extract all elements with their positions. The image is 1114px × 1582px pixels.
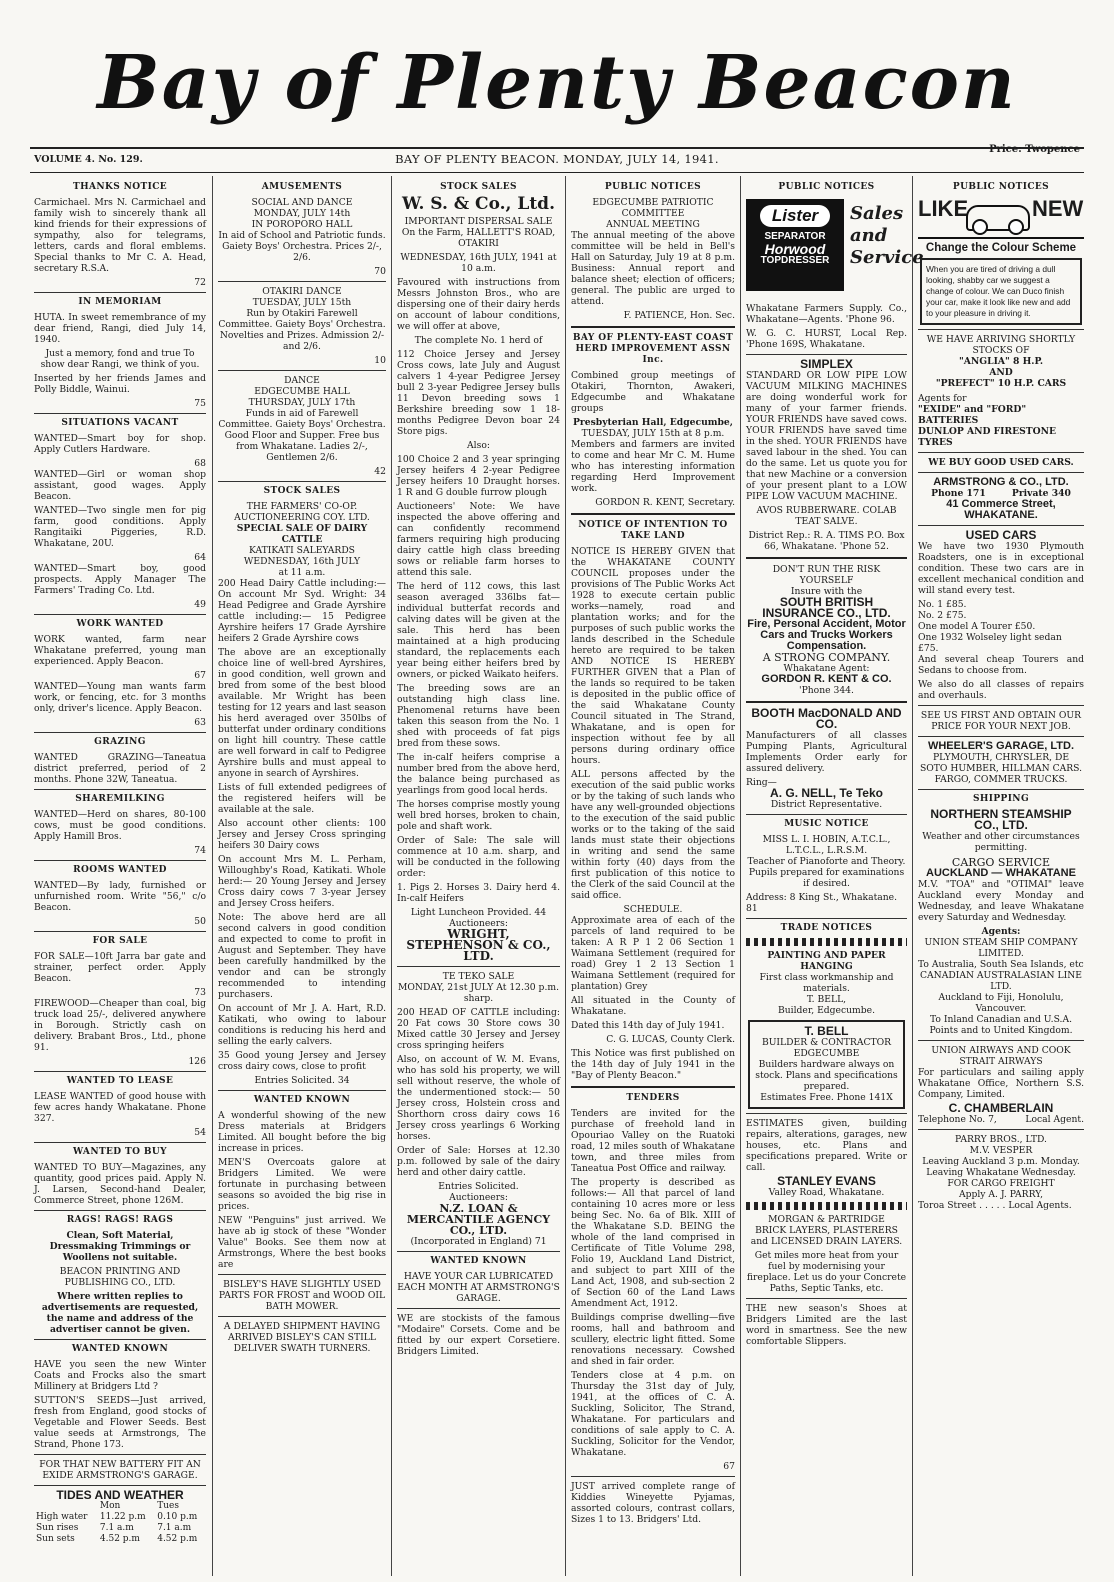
classified-ad: FOR SALE—10ft Jarra bar gate and strainer, perfect order. Apply Beacon.: [34, 951, 206, 984]
classified-ad: JUST arrived complete range of Kiddies Wineyette Pyjamas, assorted colours, contrast collars, Sizes 1 to 13. Bridgers' Ltd.: [571, 1481, 735, 1525]
classified-ad: WANTED—Smart boy, good prospects. Apply Manager The Farmers' Trading Co. Ltd.: [34, 563, 206, 596]
section-heading: STOCK SALES: [440, 182, 517, 192]
music-address: Address: 8 King St., Whakatane. 81: [746, 892, 898, 914]
ad-number: 68: [194, 458, 206, 469]
car-price: One model A Tourer £50.: [918, 621, 1036, 632]
section-heading: SHAREMILKING: [75, 794, 165, 804]
tender-body: Tenders are invited for the purchase of freehold land in Opouriao Valley on the Ruatoki road, 12 miles south of Whakatane town, and three miles from Taneatua Post Office and railway.: [571, 1108, 735, 1174]
section-heading: GRAZING: [94, 737, 146, 747]
evans-body: ESTIMATES given, building repairs, alterations, garages, new houses, etc. Plans and specifications prepared. Write or call.: [746, 1118, 907, 1173]
ad-number: 63: [194, 717, 206, 728]
evans-address: Valley Road, Whakatane.: [768, 1187, 885, 1198]
music-teacher: MISS L. I. HOBIN, A.T.C.L., L.T.C.L., L.R.S.M.: [762, 834, 891, 856]
entries-solicited: Entries Solicited. 34: [254, 1075, 350, 1086]
music-body: Teacher of Pianoforte and Theory. Pupils prepared for examinations if desired.: [747, 856, 906, 889]
replies-notice: Where written replies to advertisements are requested, the name and address of the advertiser cannot be given.: [41, 1291, 199, 1335]
section-heading: MUSIC NOTICE: [784, 819, 869, 829]
classified-ad: SUTTON'S SEEDS—Just arrived, fresh from England, good stocks of Vegetable and Flower Seeds. Best value seeds at Armstrongs, The Strand, Phone 173.: [34, 1395, 206, 1450]
column-divider: [565, 176, 566, 1576]
section-heading: ROOMS WANTED: [73, 865, 167, 875]
table-row: Sun rises 7.1 a.m 7.1 a.m: [36, 1523, 192, 1533]
classified-ad: WANTED TO BUY—Magazines, any quantity, good prices paid. Apply N. J. Larsen, Second-hand Dealer, Commerce Street, phone 126M.: [34, 1162, 206, 1206]
cal: CANADIAN AUSTRALASIAN LINE LTD.: [919, 970, 1082, 992]
sale-body: Order of Sale: Horses at 12.30 p.m. followed by sale of the dairy herd and other dairy cattle.: [397, 1145, 560, 1178]
like-new-logo: LIKE NEW: [918, 197, 1084, 239]
ad-number: 126: [188, 1056, 206, 1067]
usco: UNION STEAM SHIP COMPANY LIMITED.: [924, 937, 1078, 959]
sale-body: The above are an exceptionally choice line of well-bred Ayrshires, in good condition, well grown and bred from some of the best blood available. Mr Wright has been testing for 12 years and last season his herd averaged over 350lbs of butterfat under ordinary conditions on light hill country. These cattle are well forward in calf to Pedigree Ayrshire bulls and must appeal to anyone in search of Ayrshires.: [218, 647, 386, 779]
notice-body: Combined group meetings of Otakiri, Thornton, Awakeri, Edgecumbe and Whakatane groups: [571, 370, 735, 414]
column-divider: [740, 176, 741, 1576]
section-heading: STOCK SALES: [263, 486, 341, 496]
agent-info: Whakatane Farmers Supply. Co., Whakatane—Agents. 'Phone 96.: [746, 303, 907, 325]
sale-date: MONDAY, 21st JULY At 12.30 p.m. sharp.: [397, 982, 559, 1004]
sale-body: Lists of full extended pedigrees of the registered heifers will be available at the sale.: [218, 782, 386, 815]
section-heading: PUBLIC NOTICES: [604, 182, 702, 192]
morgan-body: BRICK LAYERS, PLASTERERS and LICENSED DRAIN LAYERS.: [750, 1225, 903, 1247]
tender-body: Buildings comprise dwelling—five rooms, hall and bathroom and scullery, electric light fitted. Some renovations necessary. Cowshed and shed in fair order.: [571, 1312, 735, 1367]
sale-body: 200 Head Dairy Cattle including:— On account Mr Syd. Wright: 34 Head Pedigree and Grade Ayrshire cattle including:— 15 Pedigree Ayrshire heifers 17 Grade Ayrshire heifers 2 Grade Ayrshire cows: [218, 578, 386, 644]
volume-number: VOLUME 4. No. 129.: [34, 154, 143, 165]
section-heading: AMUSEMENTS: [261, 182, 343, 192]
ad-number: 67: [194, 670, 206, 681]
vesper: M.V. VESPER: [969, 1145, 1033, 1156]
armstrong-name: ARMSTRONG & CO., LTD.: [933, 476, 1069, 488]
memoriam-sign: Inserted by her friends James and Polly Biddle, Wainui.: [34, 373, 206, 395]
classified-ad: HAVE YOUR CAR LUBRICATED EACH MONTH AT ARMSTRONG'S GARAGE.: [397, 1271, 560, 1304]
event-place: IN POROPORO HALL: [251, 219, 353, 230]
colour-body: When you are tired of driving a dull looking, shabby car we suggest a change of colour. We can Duco finish your car, make it look like new and add to your pleasure in driving it.: [920, 258, 1082, 325]
tides-heading: TIDES AND WEATHER: [56, 1488, 184, 1502]
column-public-notices: [571, 180, 735, 1575]
airways: UNION AIRWAYS AND COOK STRAIT AIRWAYS: [931, 1045, 1071, 1067]
and: AND: [989, 367, 1013, 378]
section-heading: WANTED KNOWN: [71, 1344, 169, 1354]
sale-body: Auctioneers' Note: We have inspected the above offering and can confidently recommend farmers requiring high producing dairy cattle high class breeding sows or reliable farm horses to attend this sale.: [397, 501, 560, 578]
usco-body: To Australia, South Sea Islands, etc: [918, 959, 1084, 970]
classified-ad: NEW "Penguins" just arrived. We have ab ig stock of these "Wonder Value" Books. See them now at Armstrongs, Where the best books are: [218, 1215, 386, 1270]
notice-title: NOTICE OF INTENTION TO TAKE LAND: [578, 520, 728, 541]
section-heading: PUBLIC NOTICES: [952, 182, 1050, 192]
sale-list: 112 Choice Jersey and Jersey Cross cows, late July and August calvers 1 4-year Pedigree Jersey bull 2 3-year Pedigree Jersey bulls 11 Devon breeding sows 1 Berkshire breeding sow 1 18-months Pedigree Devon boar 24 Store pigs.: [397, 349, 560, 437]
section-heading: THANKS NOTICE: [72, 182, 168, 192]
used-cars-body: We also do all classes of repairs and overhauls.: [918, 679, 1084, 701]
masthead-title: Bay of Plenty Beacon: [97, 40, 1017, 126]
notice-date: TUESDAY, JULY 15th at 8 p.m.: [581, 428, 725, 439]
ad-number: 75: [194, 398, 206, 409]
event-place: EDGECUMBE HALL: [254, 386, 350, 397]
agent-info: W. G. C. HURST, Local Rep. 'Phone 169S, Whakatane.: [746, 328, 907, 350]
chamberlain: C. CHAMBERLAIN: [948, 1101, 1054, 1115]
section-heading: FOR SALE: [92, 936, 148, 946]
booth-ring: Ring—: [746, 777, 777, 788]
ad-number: 72: [194, 277, 206, 288]
sale-time: at 11 a.m.: [278, 567, 326, 578]
decorative-border: [746, 1202, 907, 1210]
tender-body: Tenders close at 4 p.m. on Thursday the 31st day of July, 1941, at the offices of C. A. Suckling, Solicitor, The Strand, Whakatane. For particulars and conditions of sale apply to C. A. Suckling, Solicitor for the Vendor, Whakatane.: [571, 1370, 735, 1458]
cargo-route: AUCKLAND — WHAKATANE: [926, 867, 1076, 879]
column-trade-notices: [746, 180, 924, 1575]
classified-ad: A wonderful showing of the new Dress materials at Bridgers Limited. All bought before the big increase in prices.: [218, 1110, 386, 1154]
section-heading: SITUATIONS VACANT: [61, 418, 179, 428]
notice-sign: C. G. LUCAS, County Clerk.: [606, 1034, 735, 1045]
notice-body: All situated in the County of Whakatane.: [571, 995, 735, 1017]
classified-ad: MEN'S Overcoats galore at Bridgers Limited. We were fortunate in purchasing between seasons so avoided the big rise in prices.: [218, 1157, 386, 1212]
insurance-phone: 'Phone 344.: [799, 685, 854, 696]
toroa: Toroa Street . . . . . Local Agents.: [918, 1200, 1072, 1211]
entries-solicited: Entries Solicited.: [438, 1181, 519, 1192]
morgan-body: Get miles more heat from your fuel by modernising your fireplace. Let us do your Concrete Paths, Septic Tanks, etc.: [746, 1250, 907, 1294]
car-price: One 1932 Wolseley light sedan £75.: [918, 632, 1062, 654]
notice-body: NOTICE IS HEREBY GIVEN that the WHAKATANE COUNTY COUNCIL proposes under the provisions of The Public Works Act 1928 to execute certain public works—namely, road and plantation works; and for the purposes of such public works the lands described in the Schedule hereto are required to be taken AND NOTICE IS HEREBY FURTHER GIVEN that a Plan of the lands so required to be taken is deposited in the public office of the said Whakatane County Council situated in The Strand, Whakatane, and is open for inspection without fee by all persons during ordinary office hours.: [571, 546, 735, 766]
auctioneer-name: WRIGHT, STEPHENSON & CO., LTD.: [406, 927, 551, 963]
notice-sign: GORDON R. KENT, Secretary.: [595, 497, 735, 508]
insurance-company: SOUTH BRITISH INSURANCE CO., LTD.: [762, 595, 891, 620]
tides-table: [34, 1501, 206, 1545]
sale-body: 35 Good young Jersey and Jersey cross dairy cows, close to profit: [218, 1050, 386, 1072]
ad-number: 10: [374, 355, 386, 366]
section-heading: SHIPPING: [972, 794, 1030, 804]
tides-header-row: Mon Tues: [99, 1501, 179, 1511]
masthead: [30, 28, 1084, 138]
classified-ad: HAVE you seen the new Winter Coats and Frocks also the smart Millinery at Bridgers Ltd ?: [34, 1359, 206, 1392]
sale-body: The in-calf heifers comprise a number bred from the above herd, the balance being purchased as yearlings from good local herds.: [397, 752, 560, 796]
insurance-agent-label: Whakatane Agent:: [783, 663, 870, 674]
nsco-weather: Weather and other circumstances permitting.: [922, 831, 1080, 853]
dunlop: DUNLOP AND FIRESTONE TYRES: [918, 426, 1056, 448]
event-title: DANCE: [284, 375, 320, 386]
booth-rep: A. G. NELL, Te Teko: [770, 786, 883, 800]
sale-body: The breeding sows are an outstanding high class line. Phenomenal returns have been taken this season from the No. 1 shed with proceeds of fat pigs bred from these sows.: [397, 683, 560, 749]
sale-body: The herd of 112 cows, this last season averaged 336lbs fat—individual butterfat records and calving dates will be given at the sale. This herd has been maintained at a high producing standard, the replacements each year being either heifers bred by owners, or picked Waikato heifers.: [397, 581, 560, 680]
sale-body: Note: The above herd are all second calvers in good condition and expected to come to profit in August and September. They have been carefully handmilked by the vendor and can be strongly recommended to intending purchasers.: [218, 912, 386, 1000]
car-price: No. 2 £75.: [918, 610, 967, 621]
ad-number: 50: [194, 916, 206, 927]
wheel-icon: [1008, 219, 1024, 235]
insurance-agent: GORDON R. KENT & CO.: [761, 673, 892, 685]
ad-number: 74: [194, 845, 206, 856]
auctioneer-name: N.Z. LOAN & MERCANTILE AGENCY CO., LTD.: [406, 1202, 551, 1237]
classified-ad: WANTED—By lady, furnished or unfurnished room. Write "56," c/o Beacon.: [34, 880, 206, 913]
decorative-border: [746, 938, 907, 946]
auctioneer-name: THE FARMERS' CO-OP. AUCTIONEERING COY. LTD.: [234, 501, 370, 523]
section-heading: WANTED KNOWN: [430, 1256, 527, 1266]
agents-label: Agents:: [981, 926, 1021, 937]
buy-used: WE BUY GOOD USED CARS.: [928, 457, 1074, 468]
memoriam-notice: HUTA. In sweet remembrance of my dear friend, Rangi, died July 14, 1940.: [34, 312, 206, 345]
colour-heading: Change the Colour Scheme: [925, 242, 1077, 254]
sale-body: On account of Mr J. A. Hart, R.D. Katikati, who owing to labour conditions is reducing his herd and selling the early calvers.: [218, 1003, 386, 1047]
sale-body: Also account other clients: 100 Jersey and Jersey Cross springing heifers 30 Dairy cows: [218, 818, 386, 851]
column-classifieds: [34, 180, 206, 1575]
event-date: THURSDAY, JULY 17th: [248, 397, 356, 408]
classified-ad: WANTED GRAZING—Taneatua district preferred, period of 2 months. Phone 32W, Taneatua.: [34, 752, 206, 785]
event-body: Funds in aid of Farewell Committee. Gaiety Boys' Orchestra. Good Floor and Supper. Free bus from Whakatane. Ladies 2/-, Gentlemen 2/6.: [218, 408, 386, 463]
armstrong-address: 41 Commerce Street, WHAKATANE.: [946, 498, 1056, 521]
used-cars-body: We have two 1930 Plymouth Roadsters, one is in exceptional condition. These two cars are in excellent mechanical condition and will stand every test.: [918, 541, 1084, 596]
notice-body: ALL persons affected by the execution of the said public works or by the taking of such lands who have any well-grounded objections to the execution of the said public works or to the taking of the said lands must state their objections in writing and send the same within forty (40) days from the first publication of this notice to the Clerk of the said Council at the said office.: [571, 769, 735, 901]
car-price: No. 1 £85.: [918, 599, 967, 610]
wheeler-name: WHEELER'S GARAGE, LTD.: [927, 740, 1075, 752]
notice-sign: F. PATIENCE, Hon. Sec.: [623, 310, 735, 321]
airways-body: For particulars and sailing apply Whakatane Office, Northern S.S. Company, Limited.: [918, 1067, 1084, 1100]
column-garages-shipping: [918, 180, 1084, 1575]
notice-title: BAY OF PLENTY-EAST COAST HERD IMPROVEMENT ASSN Inc.: [572, 333, 734, 365]
bisley-ad: BISLEY'S HAVE SLIGHTLY USED PARTS FOR FROST and WOOD OIL BATH MOWER.: [218, 1279, 386, 1312]
notice-place: Presbyterian Hall, Edgecumbe,: [573, 417, 733, 428]
luncheon: Light Luncheon Provided. 44: [410, 907, 547, 918]
lister-logo: Lister SEPARATOR Horwood TOPDRESSER: [746, 199, 844, 291]
sale-body: Also:: [467, 440, 490, 451]
ad-number: 64: [194, 552, 206, 563]
table-row: High water 11.22 p.m 0.10 p.m: [36, 1512, 198, 1522]
firm-name: W. S. & Co., Ltd.: [402, 194, 555, 214]
simplex-heading: SIMPLEX: [800, 357, 853, 371]
auctioneers-label: Auctioneers:: [449, 918, 508, 929]
column-amusements: [218, 180, 386, 1575]
event-title: OTAKIRI DANCE: [262, 286, 342, 297]
apply-parry: Apply A. J. PARRY,: [958, 1189, 1044, 1200]
cal-body: Auckland to Fiji, Honolulu, Vancouver.: [938, 992, 1064, 1014]
section-heading: WANTED TO BUY: [73, 1147, 167, 1157]
classified-ad: WANTED—Herd on shares, 80-100 cows, must be good conditions. Apply Hamill Bros.: [34, 809, 206, 842]
ad-number: 49: [194, 599, 206, 610]
section-heading: TENDERS: [626, 1093, 680, 1103]
booth-body: Manufacturers of all classes Pumping Plants, Agricultural Implements Order early for assured delivery.: [746, 730, 907, 774]
sale-body: Order of Sale: The sale will commence at 10 a.m. sharp, and will be conducted in the following order:: [397, 835, 560, 879]
trade-sub: Builder, Edgecumbe.: [777, 1005, 875, 1016]
chamberlain-tel: Telephone No. 7, Local Agent.: [918, 1114, 1084, 1125]
booth-rep-title: District Representative.: [770, 799, 883, 810]
nsco-name: NORTHERN STEAMSHIP CO., LTD.: [930, 807, 1072, 832]
column-divider: [212, 176, 213, 1576]
cargo-body: M.V. "TOA" and "OTIMAI" leave Auckland every Monday and Wednesday, and leave Whakatane every Saturday and Wednesday.: [918, 879, 1084, 923]
parry: PARRY BROS., LTD.: [955, 1134, 1047, 1145]
insurance-tagline: DON'T RUN THE RISK YOURSELF: [772, 564, 881, 586]
sale-body: The complete No. 1 herd of: [414, 335, 543, 346]
event-body: Run by Otakiri Farewell Committee. Gaiety Boys' Orchestra. Novelties and Prizes. Admission 2/- and 2/6.: [218, 308, 386, 352]
table-row: Sun sets 4.52 p.m 4.52 p.m: [36, 1534, 198, 1544]
trade-name: T. BELL,: [806, 994, 847, 1005]
sale-body: On account Mrs M. L. Perham, Willoughby's Road, Katikati. Whole herd:— 20 Young Jersey and Jersey Cross dairy cows 7 3-year Jersey and Jersey Cross heifers.: [218, 854, 386, 909]
insurance-types: Fire, Personal Accident, Motor Cars and Trucks Workers Compensation.: [747, 618, 906, 652]
bisley-ad: A DELAYED SHIPMENT HAVING ARRIVED BISLEY'S CAN STILL DELIVER SWATH TURNERS.: [223, 1321, 381, 1354]
section-heading: WANTED TO LEASE: [66, 1076, 174, 1086]
dateline: [34, 144, 1080, 168]
classified-ad: FIREWOOD—Cheaper than coal, big truck load 25/-, delivered anywhere in Borough. Strictly cash on delivery. Brabant Bros., Ltd., phone 91.: [34, 998, 206, 1053]
price: Price: Twopence: [989, 144, 1080, 155]
simplex-rep: District Rep.: R. A. TIMS P.O. Box 66, Whakatane. 'Phone 52.: [748, 530, 905, 552]
ad-number: 42: [374, 466, 386, 477]
sale-title: SPECIAL SALE OF DAIRY CATTLE: [236, 523, 368, 545]
notice-body: Members and farmers are invited to come and hear Mr C. M. Hume who has interesting information regarding Herd Improvement work.: [571, 439, 735, 494]
beacon-company: BEACON PRINTING AND PUBLISHING CO., LTD.: [59, 1266, 181, 1288]
rags-heading: RAGS! RAGS! RAGS: [66, 1215, 174, 1225]
ad-number: 54: [194, 1127, 206, 1138]
section-heading: WANTED KNOWN: [253, 1095, 351, 1105]
classified-ad: WE are stockists of the famous "Modaire" Corsets. Come and be fitted by our expert Corsetiere. Bridgers Limited.: [397, 1313, 560, 1357]
used-cars-heading: USED CARS: [965, 528, 1037, 542]
inland: To Inland Canadian and U.S.A. Points and to United Kingdom.: [929, 1014, 1073, 1036]
column-stock-sales: [397, 180, 560, 1575]
event-title: SOCIAL AND DANCE: [251, 197, 353, 208]
classified-ad: WORK wanted, farm near Whakatane preferred, young man experienced. Apply Beacon.: [34, 634, 206, 667]
exide: "EXIDE" and "FORD" BATTERIES: [918, 404, 1027, 426]
auctioneers-label: Auctioneers:: [449, 1192, 508, 1203]
sales-service-logo: Sales and Service: [850, 203, 924, 268]
booth-heading: BOOTH MacDONALD AND CO.: [751, 706, 902, 731]
section-heading: WORK WANTED: [76, 619, 164, 629]
sale-list: 1. Pigs 2. Horses 3. Dairy herd 4. In-calf Heifers: [397, 882, 560, 904]
armstrong-phones: Phone 171 Private 340: [931, 488, 1071, 499]
classified-ad: WANTED—Two single men for pig farm, good conditions. Apply Rangitaiki Piggeries, R.D. Whakatane, 20U.: [34, 505, 206, 549]
section-heading: PUBLIC NOTICES: [778, 182, 875, 192]
shoes-ad: THE new season's Shoes at Bridgers Limited are the last word in smartness. See the new comfortable Slippers.: [746, 1303, 907, 1347]
dateline-rule: [30, 172, 1084, 173]
ad-number: 70: [374, 266, 386, 277]
sale-date: WEDNESDAY, 16th JULY, 1941 at 10 a.m.: [400, 252, 557, 274]
bell-box-ad: T. BELL BUILDER & CONTRACTOR EDGECUMBE Builders hardware always on stock. Plans and specifications prepared. Estimates Free. Phone 141X: [748, 1020, 905, 1109]
arriving: WE HAVE ARRIVING SHORTLY STOCKS OF: [926, 334, 1076, 356]
column-divider: [391, 176, 392, 1576]
notice-body: This Notice was first published on the 14th day of July 1941 in the "Bay of Plenty Beacon.": [571, 1048, 735, 1081]
schedule-body: Approximate area of each of the parcels of land required to be taken: A R P 1 2 06 Section 1 Waimana Settlement (required for road) Grey 1 2 13 Section 1 Waimana Settlement (required for plantation) Grey: [571, 915, 735, 992]
lister-ad: [746, 199, 924, 299]
wheeler-body: PLYMOUTH, CHRYSLER, DE SOTO HUMBER, HILLMAN CARS. FARGO, COMMER TRUCKS.: [919, 752, 1083, 785]
sale-date: WEDNESDAY, 16th JULY: [243, 556, 361, 567]
section-heading: IN MEMORIAM: [78, 297, 162, 307]
tender-body: The property is described as follows:— All that parcel of land containing 10 acres more or less being Sec. No. 6a of Blk. XIII of the Whakatane S.D. BEING the whole of the land comprised in Certificate of Title Volume 298, Folio 19, Auckland Land District, and subject to part XIII of the Land Act, 1908, and sub-section 2 of Section 60 of the Land Laws Amendment Act, 1912.: [571, 1177, 735, 1309]
event-body: In aid of School and Patriotic funds. Gaiety Boys' Orchestra. Prices 2/-, 2/6.: [218, 230, 386, 263]
memoriam-verse: Just a memory, fond and true To show dear Rangi, we think of you.: [40, 348, 200, 370]
cargo-service: CARGO SERVICE: [951, 856, 1051, 869]
simplex-body: STANDARD OR LOW PIPE LOW VACUUM MILKING MACHINES are doing wonderful work for many of your farmer friends. YOUR FRIENDS have saved cows. YOUR FRIENDS have saved time in the shed. YOUR FRIENDS have saved labour in the shed. You can do the same. Let us quote you for that new Machine or a conversion of your present plant to a LOW PIPE LOW VACUUM MACHINE.: [746, 370, 907, 502]
sale-title: TE TEKO SALE: [442, 971, 515, 982]
sale-body: Also, on account of W. M. Evans, who has sold his property, we will sell without reserve, the whole of the undermentioned stock:— 50 Jersey cross, Holstein cross and Shorthorn cross dairy cows 16 Jersey cross yearlings 6 Working horses.: [397, 1054, 560, 1142]
sale-place: KATIKATI SALEYARDS: [249, 545, 355, 556]
trade-body: First class workmanship and materials.: [759, 972, 894, 994]
incorporated: (Incorporated in England) 71: [410, 1236, 547, 1247]
classified-ad: WANTED—Smart boy for shop. Apply Cutlers Hardware.: [34, 433, 206, 455]
notice-body: The annual meeting of the above committee will be held in Bell's Hall on Saturday, July 19 at 8 p.m. Business: Annual report and balance sheet; election of officers; general. The public are urged to attend.: [571, 230, 735, 307]
agents-for: Agents for: [918, 393, 967, 404]
sale-place: On the Farm, HALLETT'S ROAD, OTAKIRI: [401, 227, 556, 249]
evans-name: STANLEY EVANS: [777, 1174, 876, 1188]
wheel-icon: [972, 219, 988, 235]
event-date: TUESDAY, JULY 15th: [252, 297, 352, 308]
classified-ad: WANTED—Girl or woman shop assistant, good wages. Apply Beacon.: [34, 469, 206, 502]
classified-ad: WANTED—Young man wants farm work, or fencing, etc. for 3 months only, driver's licence. Apply Beacon.: [34, 681, 206, 714]
sale-list: 200 HEAD OF CATTLE including: 20 Fat cows 30 Store cows 30 Mixed cattle 30 Jersey and Jersey cross springing heifers: [397, 1007, 560, 1051]
insurance-strong: A STRONG COMPANY.: [762, 651, 891, 664]
sale-title: IMPORTANT DISPERSAL SALE: [404, 216, 553, 227]
ad-number: 67: [723, 1461, 735, 1472]
issue-date: BAY OF PLENTY BEACON. MONDAY, JULY 14, 1941.: [395, 152, 719, 166]
notice-subtitle: ANNUAL MEETING: [606, 219, 700, 230]
see-us: SEE US FIRST AND OBTAIN OUR PRICE FOR YOUR NEXT JOB.: [920, 710, 1082, 732]
event-date: MONDAY, JULY 14th: [253, 208, 351, 219]
schedule-heading: SCHEDULE.: [623, 904, 683, 915]
column-divider: [912, 176, 913, 1576]
sale-list: 100 Choice 2 and 3 year springing Jersey heifers 4 2-year Pedigree Jersey heifers 10 Draught horses. 1 R and G double furrow plough: [397, 454, 560, 498]
section-heading: TRADE NOTICES: [780, 923, 873, 933]
masthead-rule: [30, 147, 1084, 149]
vesper-body: Leaving Auckland 3 p.m. Monday. Leaving Whakatane Wednesday.: [922, 1156, 1080, 1178]
thanks-notice: Carmichael. Mrs N. Carmichael and family wish to sincerely thank all kind friends for their expressions of sympathy, also for telegrams, letters, cards and floral emblems. Special thanks to Mr C. A. Head, secretary R.S.A.: [34, 197, 206, 274]
sale-body: The horses comprise mostly young well bred horses, broken to chain, pole and shaft work.: [397, 799, 560, 832]
trade-title: PAINTING AND PAPER HANGING: [767, 950, 886, 972]
freight: FOR CARGO FREIGHT: [947, 1178, 1055, 1189]
notice-title: EDGECUMBE PATRIOTIC COMMITTEE: [592, 197, 714, 219]
insurance-line: Insure with the: [790, 586, 863, 597]
prefect: "PREFECT" 10 H.P. CARS: [935, 378, 1067, 389]
classified-ad: LEASE WANTED of good house with few acres handy Whakatane. Phone 327.: [34, 1091, 206, 1124]
morgan-name: MORGAN & PARTRIDGE: [768, 1214, 885, 1225]
battery-ad: FOR THAT NEW BATTERY FIT AN EXIDE ARMSTRONG'S GARAGE.: [39, 1459, 201, 1481]
simplex-products: AVOS RUBBERWARE. COLAB TEAT SALVE.: [756, 505, 897, 527]
anglia: "ANGLIA" 8 H.P.: [958, 356, 1044, 367]
rags-notice: Clean, Soft Material, Dressmaking Trimmings or Woollens not suitable.: [49, 1230, 191, 1263]
used-cars-body: And several cheap Tourers and Sedans to choose from.: [918, 654, 1084, 676]
ad-number: 73: [194, 987, 206, 998]
sale-body: Favoured with instructions from Messrs Johnston Bros., who are dispersing one of their dairy herds on account of labour conditions, we will offer at above,: [397, 277, 560, 332]
notice-body: Dated this 14th day of July 1941.: [571, 1020, 725, 1031]
